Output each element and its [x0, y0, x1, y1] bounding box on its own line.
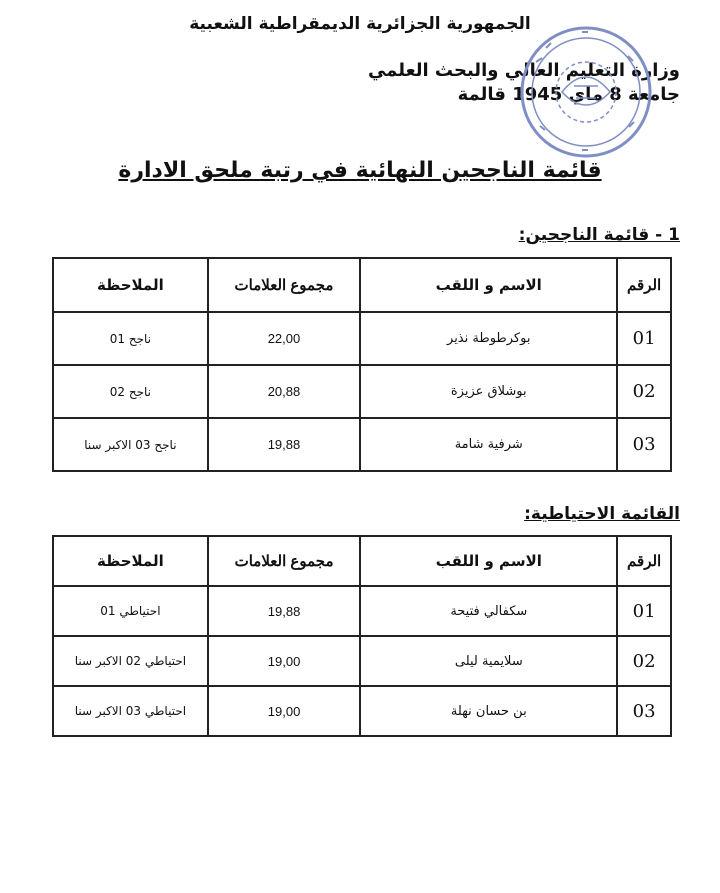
- col-number-header: الرقم: [617, 258, 671, 312]
- row-name: شرفية شامة: [360, 418, 617, 471]
- document-title: قائمة الناجحين النهائية في رتبة ملحق الادارة: [118, 158, 602, 183]
- reserve-table: [52, 535, 672, 737]
- republic-heading: الجمهورية الجزائرية الديمقراطية الشعبية: [189, 14, 531, 34]
- row-score: 22,00: [208, 312, 361, 365]
- row-number: 02: [617, 636, 671, 686]
- row-score: 19,88: [208, 586, 361, 636]
- document-title-wrap: [0, 158, 720, 183]
- table-row: [53, 686, 671, 736]
- row-note: ناجح 01: [53, 312, 208, 365]
- row-note: ناجح 03 الاكبر سنا: [53, 418, 208, 471]
- row-score: 20,88: [208, 365, 361, 418]
- row-score: 19,88: [208, 418, 361, 471]
- row-number: 02: [617, 365, 671, 418]
- row-note: احتياطي 02 الاكبر سنا: [53, 636, 208, 686]
- reserve-list-heading: القائمة الاحتياطية:: [524, 504, 680, 524]
- col-number-header: الرقم: [617, 536, 671, 586]
- row-name: سكفالي فتيحة: [360, 586, 617, 636]
- university-heading: جامعة 8 ماي 1945 قالمة: [457, 84, 680, 105]
- row-name: بوكرطوطة نذير: [360, 312, 617, 365]
- row-score: 19,00: [208, 686, 361, 736]
- ministry-heading: وزارة التعليم العالي والبحث العلمي: [367, 60, 680, 81]
- row-note: احتياطي 01: [53, 586, 208, 636]
- row-name: بن حسان نهلة: [360, 686, 617, 736]
- col-score-header: مجموع العلامات: [208, 536, 361, 586]
- row-score: 19,00: [208, 636, 361, 686]
- official-stamp-icon: [516, 22, 656, 162]
- table-row: [53, 312, 671, 365]
- row-number: 03: [617, 418, 671, 471]
- row-note: ناجح 02: [53, 365, 208, 418]
- passed-table: [52, 257, 672, 472]
- table-row: [53, 586, 671, 636]
- table-row: [53, 365, 671, 418]
- col-note-header: الملاحظة: [53, 536, 208, 586]
- table-row: [53, 636, 671, 686]
- row-number: 01: [617, 586, 671, 636]
- row-name: بوشلاق عزيزة: [360, 365, 617, 418]
- col-name-header: الاسم و اللقب: [360, 536, 617, 586]
- row-number: 01: [617, 312, 671, 365]
- col-name-header: الاسم و اللقب: [360, 258, 617, 312]
- col-note-header: الملاحظة: [53, 258, 208, 312]
- table-row: [53, 418, 671, 471]
- row-note: احتياطي 03 الاكبر سنا: [53, 686, 208, 736]
- col-score-header: مجموع العلامات: [208, 258, 361, 312]
- passed-list-heading: 1 - قائمة الناجحين:: [518, 225, 680, 245]
- row-number: 03: [617, 686, 671, 736]
- table-header-row: [53, 536, 671, 586]
- row-name: سلايمية ليلى: [360, 636, 617, 686]
- table-header-row: [53, 258, 671, 312]
